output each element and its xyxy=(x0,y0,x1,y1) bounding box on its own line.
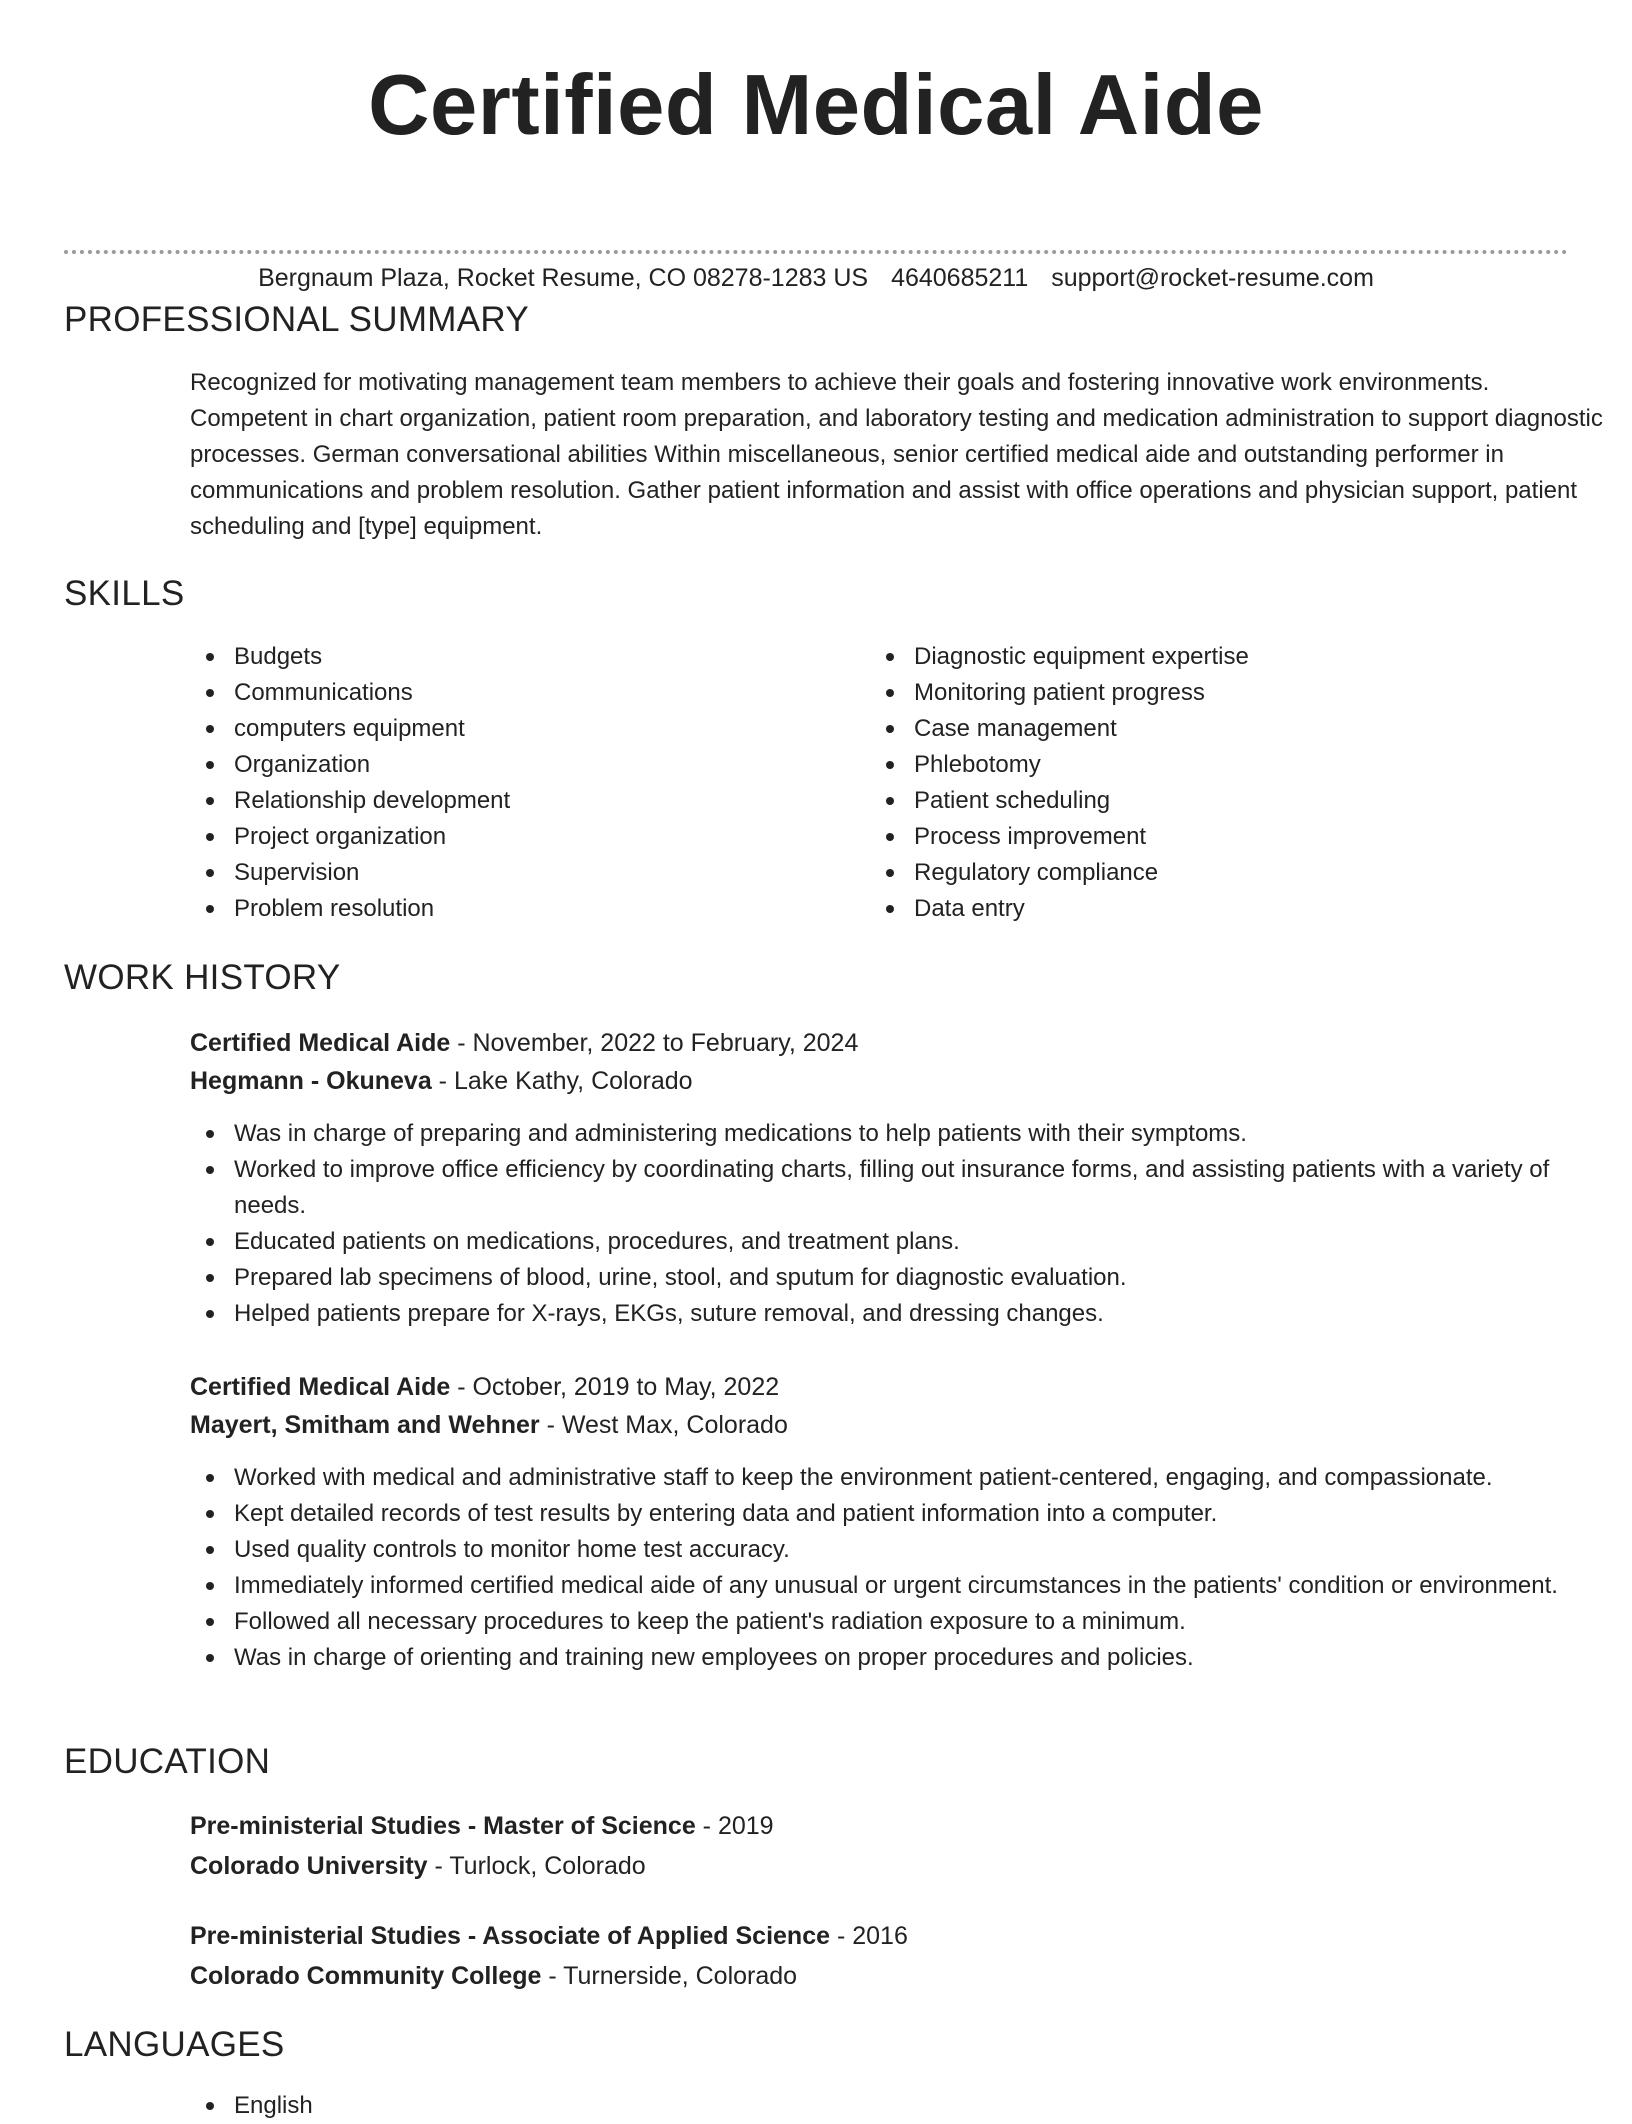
job-duty-item: Used quality controls to monitor home test accuracy. xyxy=(190,1532,1570,1568)
job-duty-item: Kept detailed records of test results by entering data and patient information into a computer. xyxy=(190,1496,1570,1532)
job-duty-item: Educated patients on medications, procedures, and treatment plans. xyxy=(190,1224,1570,1260)
skill-item: Project organization xyxy=(190,819,830,855)
language-list xyxy=(190,2088,1570,2124)
skill-item: Organization xyxy=(190,747,830,783)
education-entry xyxy=(190,1806,1570,1886)
skill-item: Monitoring patient progress xyxy=(870,675,1510,711)
skills-column-right xyxy=(870,639,1510,927)
skill-item: Budgets xyxy=(190,639,830,675)
skill-item: Patient scheduling xyxy=(870,783,1510,819)
education-school: Colorado University xyxy=(190,1852,428,1880)
skill-item: Data entry xyxy=(870,891,1510,927)
job-dates: - October, 2019 to May, 2022 xyxy=(450,1373,780,1401)
skill-item: Relationship development xyxy=(190,783,830,819)
job-duty-item: Was in charge of preparing and administering medications to help patients with their symptoms. xyxy=(190,1116,1570,1152)
job-title: Certified Medical Aide xyxy=(190,1029,451,1057)
education-location: - Turlock, Colorado xyxy=(427,1852,646,1880)
skill-item: Diagnostic equipment expertise xyxy=(870,639,1510,675)
job-duty-list xyxy=(190,1460,1570,1676)
contact-phone: 4640685211 xyxy=(891,264,1029,292)
skill-item: Supervision xyxy=(190,855,830,891)
job-dates: - November, 2022 to February, 2024 xyxy=(450,1029,859,1057)
resume-name: Certified Medical Aide xyxy=(368,58,1264,153)
skills-column-left xyxy=(190,639,830,927)
skill-list xyxy=(870,639,1510,927)
job-company-line xyxy=(190,1406,1570,1444)
education-degree-line xyxy=(190,1806,1570,1846)
skill-item: computers equipment xyxy=(190,711,830,747)
skill-item: Phlebotomy xyxy=(870,747,1510,783)
education-degree: Pre-ministerial Studies - Associate of Applied Science xyxy=(190,1922,831,1950)
education-school-line xyxy=(190,1846,1570,1886)
job-company-line xyxy=(190,1062,1570,1100)
job-duty-item: Immediately informed certified medical aide of any unusual or urgent circumstances in the patients' condition or environment. xyxy=(190,1568,1570,1604)
resume-page xyxy=(64,0,1603,2119)
education-year: - 2016 xyxy=(830,1922,908,1950)
education-school-line xyxy=(190,1956,1570,1996)
education-year: - 2019 xyxy=(695,1812,774,1840)
header-divider xyxy=(64,250,1568,254)
education-degree-line xyxy=(190,1916,1570,1956)
job-entry xyxy=(190,1368,1570,1676)
job-title-line xyxy=(190,1368,1570,1406)
job-company: Hegmann - Okuneva xyxy=(190,1067,432,1095)
skill-item: Communications xyxy=(190,675,830,711)
job-duty-item: Prepared lab specimens of blood, urine, stool, and sputum for diagnostic evaluation. xyxy=(190,1260,1570,1296)
job-location: - West Max, Colorado xyxy=(539,1411,788,1439)
job-duty-item: Helped patients prepare for X-rays, EKGs, suture removal, and dressing changes. xyxy=(190,1296,1570,1332)
skill-item: Regulatory compliance xyxy=(870,855,1510,891)
section-title-languages: LANGUAGES xyxy=(64,2025,285,2064)
contact-line xyxy=(64,258,1568,298)
section-title-education: EDUCATION xyxy=(64,1742,271,1781)
job-entry xyxy=(190,1024,1570,1332)
section-title-work-history: WORK HISTORY xyxy=(64,958,341,997)
education-location: - Turnerside, Colorado xyxy=(541,1962,798,1990)
job-duty-item: Followed all necessary procedures to keep the patient's radiation exposure to a minimum. xyxy=(190,1604,1570,1640)
contact-email: support@rocket-resume.com xyxy=(1051,264,1374,292)
job-duty-item: Worked to improve office efficiency by coordinating charts, filling out insurance forms, and assisting patients with a variety of needs. xyxy=(190,1152,1570,1224)
skill-item: Case management xyxy=(870,711,1510,747)
language-item: English xyxy=(190,2088,1570,2124)
education-school: Colorado Community College xyxy=(190,1962,542,1990)
job-duty-item: Worked with medical and administrative staff to keep the environment patient-centered, engaging, and compassionate. xyxy=(190,1460,1570,1496)
job-duty-list xyxy=(190,1116,1570,1332)
education-entry xyxy=(190,1916,1570,1996)
skill-list xyxy=(190,639,830,927)
job-duty-item: Was in charge of orienting and training new employees on proper procedures and policies. xyxy=(190,1640,1570,1676)
education-degree: Pre-ministerial Studies - Master of Science xyxy=(190,1812,696,1840)
summary-paragraph: Recognized for motivating management team members to achieve their goals and fostering innovative work environments. Competent in chart organization, patient room preparation, and laboratory testing and medication administration to support diagnostic processes. German conversational abilities Within miscellaneous, senior certified medical aide and outstanding performer in communications and problem resolution. Gather patient information and assist with office operations and physician support, patient scheduling and [type] equipment. xyxy=(190,369,1603,540)
section-title-skills: SKILLS xyxy=(64,574,185,613)
job-title-line xyxy=(190,1024,1570,1062)
section-title-summary: PROFESSIONAL SUMMARY xyxy=(64,300,529,339)
languages-block xyxy=(190,2088,1570,2124)
job-company: Mayert, Smitham and Wehner xyxy=(190,1411,540,1439)
job-title: Certified Medical Aide xyxy=(190,1373,451,1401)
skill-item: Problem resolution xyxy=(190,891,830,927)
summary-text-block xyxy=(190,365,1610,545)
contact-address: Bergnaum Plaza, Rocket Resume, CO 08278-1283 US xyxy=(258,264,869,292)
skill-item: Process improvement xyxy=(870,819,1510,855)
job-location: - Lake Kathy, Colorado xyxy=(431,1067,693,1095)
